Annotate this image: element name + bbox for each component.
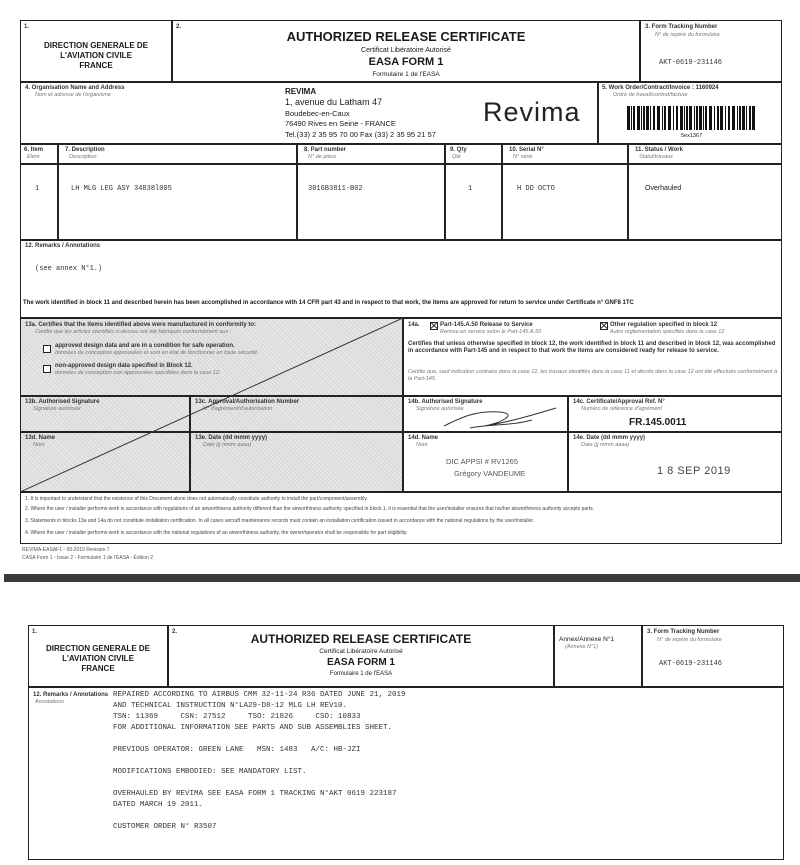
annex-remark-line: DATED MARCH 19 2011. xyxy=(113,801,204,809)
block-13c: 13c. Approval/Authorisation Number N° d'agrément/d'autorisation xyxy=(190,396,403,432)
table-row-qty: 1 xyxy=(468,185,473,193)
annex-remark-line: FOR ADDITIONAL INFORMATION SEE PARTS AND SUB ASSEMBLIES SHEET. xyxy=(113,724,393,732)
table-row-status: Overhauled xyxy=(645,185,682,192)
part-145-checkbox[interactable] xyxy=(430,322,438,330)
block-13e: 13e. Date (dd mmm yyyy) Date (jj mmm aaaa) xyxy=(190,432,403,492)
work-statement: The work identified in block 11 and described herein has been accomplished in accordance with 14 CFR part 43 and in respect to that work, the items are approved for return to service under Certificate n° GNF8 1TC xyxy=(23,300,634,306)
work-order-box xyxy=(598,82,782,144)
authority-box: 1. DIRECTION GENERALE DE L'AVIATION CIVILE FRANCE xyxy=(28,625,168,687)
authority-box xyxy=(20,20,172,82)
other-regulation-checkbox[interactable] xyxy=(600,322,608,330)
work-order-label: 5. Work Order/Contract/Invoice : 1160924 xyxy=(602,85,719,91)
annex-remark-line: REPAIRED ACCORDING TO AIRBUS CMM 32-11-24 R36 DATED JUNE 21, 2019 xyxy=(113,691,406,699)
tracking-sub: N° de repère du formulaire xyxy=(655,32,720,38)
tracking-label: 3. Form Tracking Number xyxy=(645,24,718,30)
block-13a: 13a. Certifies that the items identified above were manufactured in conformity to: Certifie que les articles identifiés ci-dessus ont été fabriqués conformément aux : approved design data and are in a condition for safe operation. données de conception approuvées et sont en état de fonctionner en toute sécurité. non-approved design data specified in Block 12. données de conception non approuvées spécifiées dans la case 12. xyxy=(20,318,403,396)
tracking-number: AKT-0619-231146 xyxy=(659,660,723,668)
org-name: REVIMA xyxy=(285,87,317,96)
col-header-item: 6. Item Élém xyxy=(20,144,58,164)
annex-remarks-box: 12. Remarks / Annotations Annotations REPAIRED ACCORDING TO AIRBUS CMM 32-11-24 R36 DATED JUNE 21, 2019 AND TECHNICAL INSTRUCTION N°LA29-D8-12 MLG LH REV10. TSN: 11369 CSN: 27512 TSO: 21826 CSO: 10833 FOR ADDITIONAL INFORMATION SEE PARTS AND SUB ASSEMBLIES SHEET. PREVIOUS OPERATOR: GREEN LANE MSN: 1483 A/C: HB-JZI MODIFICATIONS EMBODIED: SEE MANDATORY LIST. OVERHAULED BY REVIMA SEE EASA FORM 1 TRACKING N°AKT 0619 223187 DATED MARCH 19 2011. CUSTOMER ORDER N° R3507 xyxy=(28,687,784,860)
cell-item xyxy=(20,164,58,240)
authority-line-3: FRANCE xyxy=(79,61,113,70)
work-order-code: 5ex1367 xyxy=(681,133,703,139)
barcode-icon xyxy=(627,106,755,130)
col-header-description: 7. Description Description xyxy=(58,144,297,164)
responsibility-1: 1. It is important to understand that the existence of this Document alone does not automatically constitute authority to install the part/component/assembly. xyxy=(25,496,368,502)
block-14c: 14c. Certificate/Approval Ref. N° Numéro de référence d'agrément FR.145.0011 xyxy=(568,396,782,432)
certificate-page-2 xyxy=(28,625,784,860)
tracking-box: 3. Form Tracking Number N° de repère du formulaire AKT-0619-231146 xyxy=(642,625,784,687)
annex-box: Annex/Annexe N°1 (Annexe N°1) xyxy=(554,625,642,687)
remarks-value: (see annex N°1.) xyxy=(35,265,103,273)
work-order-sub: Ordre de travail/contrat/facture xyxy=(613,92,688,98)
cell-description xyxy=(58,164,297,240)
cell-qty xyxy=(445,164,502,240)
responsibility-3: 3. Statements in blocks 13a and 14a do not constitute installation certification. In all cases aircraft maintenance records must contain an installation certification issued in accordance with the national regulations by the user/installer. xyxy=(25,518,535,524)
form-name: EASA FORM 1 xyxy=(327,657,395,668)
page-separator xyxy=(4,574,800,582)
annex-label: Annex/Annexe N°1 xyxy=(559,636,614,643)
annex-remark-line: TSN: 11369 CSN: 27512 TSO: 21826 CSO: 10833 xyxy=(113,713,361,721)
certificate-subtitle: Certificat Libératoire Autorisé xyxy=(361,47,451,54)
col-header-serial: 10. Serial N° N° série xyxy=(502,144,628,164)
org-sub: Nom et adresse de l'organisme xyxy=(35,92,111,98)
certificate-page-1 xyxy=(20,20,782,572)
annex-remark-line xyxy=(113,811,406,822)
block-13b: 13b. Authorised Signature Signature autorisée xyxy=(20,396,190,432)
block-13d: 13d. Name Nom xyxy=(20,432,190,492)
annex-remark-line xyxy=(113,756,406,767)
organisation-box xyxy=(20,82,598,144)
annex-remark-line: CUSTOMER ORDER N° R3507 xyxy=(113,823,217,831)
cell-status xyxy=(628,164,782,240)
box-number: 1. xyxy=(24,24,30,30)
user-responsibilities-box xyxy=(20,492,782,544)
org-address-2: Boudebec-en-Caux xyxy=(285,109,350,118)
table-row-part-number: 3016B3811-B02 xyxy=(308,185,363,193)
authority-line-2: L'AVIATION CIVILE xyxy=(60,51,132,60)
footer-revision: REVIMA-EASAF1 - 09-2019 Revision 7 xyxy=(22,547,110,553)
annex-remarks-text xyxy=(113,690,406,833)
cell-serial xyxy=(502,164,628,240)
annex-remark-line: PREVIOUS OPERATOR: GREEN LANE MSN: 1483 A/C: HB-JZI xyxy=(113,746,361,754)
title-box xyxy=(172,20,640,82)
annex-remark-line: OVERHAULED BY REVIMA SEE EASA FORM 1 TRACKING N°AKT 0619 223187 xyxy=(113,790,397,798)
tracking-box xyxy=(640,20,782,82)
signature-scribble xyxy=(440,400,560,434)
annex-remark-line xyxy=(113,778,406,789)
box-number: 2. xyxy=(176,24,182,30)
name-stamp-2: Grégory VANDEUME xyxy=(454,469,526,478)
revima-logo: Revima xyxy=(483,97,581,127)
col-header-status: 11. Status / Work Statut/travaux xyxy=(628,144,782,164)
block-14e: 14e. Date (dd mmm yyyy) Date (jj mmm aaaa) 1 8 SEP 2019 xyxy=(568,432,782,492)
col-header-part-number: 8. Part number N° de pièce xyxy=(297,144,445,164)
diagonal-strike-line xyxy=(20,318,403,492)
approval-ref-value: FR.145.0011 xyxy=(629,417,687,428)
tracking-number: AKT-0619-231146 xyxy=(659,59,723,67)
block-14b: 14b. Authorised Signature Signature autorisée xyxy=(403,396,568,432)
table-row-item: 1 xyxy=(35,185,40,193)
footer-issue: CASA Form 1 - Issue 2 - Formulaire 1 de l'EASA - Édition 2 xyxy=(22,555,154,561)
remarks-box xyxy=(20,240,782,318)
block-14a: 14a. Part-145.A.50 Release to Service Remise en service selon le Part-145.A.50 Other regulation specified in block 12 Autre réglementation spécifiée dans la case 12 Certifies that unless otherwise specified in block 12, the work identified in block 11 and described in block 12, was accomplished in accordance with Part-145 and in respect to that work the items are considered ready for release to service. Certifie que, sauf indication contraire dans la case 12, les travaux identifiés dans la case 11 et décrits dans la case 12 ont été effectués conformément à la Part-145. xyxy=(403,318,782,396)
table-row-serial: H DD OCTO xyxy=(517,185,555,193)
annex-remark-line: MODIFICATIONS EMBODIED: SEE MANDATORY LIST. xyxy=(113,768,307,776)
org-address-1: 1, avenue du Latham 47 xyxy=(285,97,383,107)
responsibility-4: 4. Where the user / installer performs work in accordance with the national regulations of an airworthiness authority, the owner/operator shall be responsible for part eligibility. xyxy=(25,530,408,536)
org-phone: Tel.(33) 2 35 95 70 00 Fax (33) 2 35 95 21 57 xyxy=(285,130,436,139)
remarks-label: 12. Remarks / Annotations xyxy=(25,243,101,249)
org-address-3: 76490 Rives en Seine - FRANCE xyxy=(285,119,396,128)
release-date-stamp: 1 8 SEP 2019 xyxy=(657,465,731,477)
certificate-title: AUTHORIZED RELEASE CERTIFICATE xyxy=(286,29,526,44)
cell-part-number xyxy=(297,164,445,240)
table-row-description: LH MLG LEG ASY 34838l005 xyxy=(71,185,172,193)
org-label: 4. Organisation Name and Address xyxy=(25,85,125,91)
name-stamp-1: DIC APPSI # RV1265 xyxy=(446,457,518,466)
block-14d: 14d. Name Nom DIC APPSI # RV1265 Grégory VANDEUME xyxy=(403,432,568,492)
certificate-title: AUTHORIZED RELEASE CERTIFICATE xyxy=(250,632,472,646)
annex-remark-line: AND TECHNICAL INSTRUCTION N°LA29-D8-12 MLG LH REV10. xyxy=(113,702,348,710)
authority-line-1: DIRECTION GENERALE DE xyxy=(43,41,148,50)
col-header-qty: 9. Qty Qté xyxy=(445,144,502,164)
form-name-fr: Formulaire 1 de l'EASA xyxy=(372,71,440,78)
responsibility-2: 2. Where the user / installer performs work in accordance with regulations of an airworthiness authority different than the airworthiness authority specified in block 1, it is essential that the user/installer ensures that his/her airworthiness authority accepts parts. xyxy=(25,506,595,512)
form-name: EASA FORM 1 xyxy=(368,56,444,68)
annex-remark-line xyxy=(113,734,406,745)
title-box: 2. AUTHORIZED RELEASE CERTIFICATE Certificat Libératoire Autorisé EASA FORM 1 Formulaire 1 de l'EASA xyxy=(168,625,554,687)
